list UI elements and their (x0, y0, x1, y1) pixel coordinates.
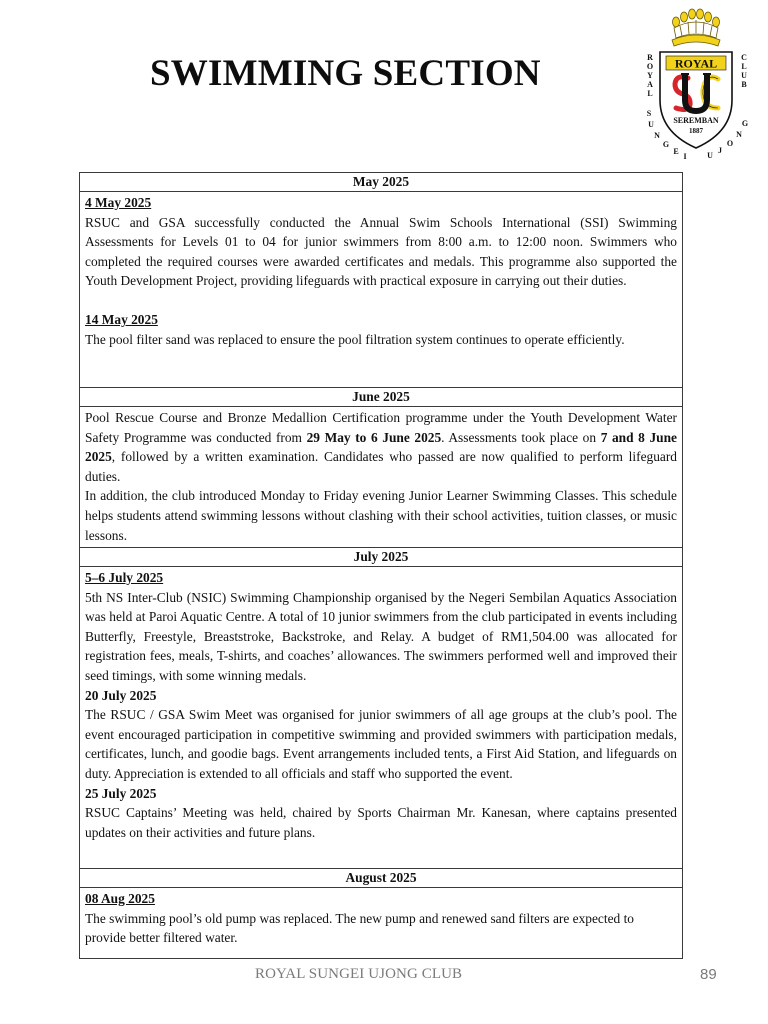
month-header-june: June 2025 (80, 388, 682, 407)
text-run: , followed by a written examination. Candidates who passed are now qualified to perform lifeguard duties. (85, 449, 677, 484)
svg-text:C: C (741, 53, 747, 62)
month-header-july: July 2025 (80, 548, 682, 567)
entry-text: In addition, the club introduced Monday to Friday evening Junior Learner Swimming Classes. This schedule helps students attend swimming lessons without clashing with their school activities, tuition classes, or music lessons. (85, 488, 677, 543)
month-header-may: May 2025 (80, 173, 682, 192)
crest-year-text: 1887 (689, 127, 703, 135)
entry-text (85, 408, 677, 486)
entry-text: RSUC Captains’ Meeting was held, chaired by Sports Chairman Mr. Kanesan, where captains presented updates on their activities and future plans. (85, 805, 677, 840)
entry-text: RSUC and GSA successfully conducted the Annual Swim Schools International (SSI) Swimming Assessments for Levels 01 to 04 for junior swimmers from 8:00 a.m. to 12:00 noon. Swimmers who completed the required courses were awarded certificates and medals. This programme also supported the Youth Development Project, providing lifeguards with practical exposure in carrying out their duties. (85, 214, 677, 289)
svg-text:G: G (662, 140, 670, 149)
highlight-dates: 7 and 8 June 2025 (85, 429, 678, 465)
entry-date (85, 889, 677, 909)
entry-date-label: 14 May 2025 (85, 311, 158, 327)
month-body-may (80, 192, 682, 388)
footer-organisation: ROYAL SUNGEI UJONG CLUB (255, 966, 463, 982)
svg-text:E: E (673, 147, 679, 156)
svg-text:R: R (647, 53, 653, 62)
svg-text:U: U (707, 151, 713, 160)
svg-text:N: N (654, 131, 660, 140)
svg-text:G: G (741, 119, 749, 128)
entry-date-label: 4 May 2025 (85, 195, 152, 210)
svg-text:I: I (683, 152, 687, 161)
entry-date: 25 July 2025 (85, 785, 157, 801)
svg-text:L: L (647, 89, 653, 98)
svg-text:J: J (718, 146, 722, 155)
entry-text: 5th NS Inter-Club (NSIC) Swimming Championship organised by the Negeri Sembilan Aquatics Association was held at Paroi Aquatic Centre. A total of 10 junior swimmers from the club participated in events including Butterfly, Freestyle, Breaststroke, Backstroke, and Relay. A budget of RM1,504.00 was allocated for registration fees, meals, T-shirts, and coaches’ allowances. The swimmers performed well and improved their seed timings, with some winning medals. (85, 589, 677, 683)
svg-text:Y: Y (647, 71, 653, 80)
activity-report-table (79, 172, 683, 959)
entry-date: 20 July 2025 (85, 687, 157, 703)
svg-text:U: U (741, 71, 747, 80)
entry-date-label: 5–6 July 2025 (85, 570, 164, 585)
svg-text:O: O (646, 62, 654, 71)
entry-text: The swimming pool’s old pump was replaced. The new pump and renewed sand filters are expected to provide better filtered water. (85, 910, 634, 946)
entry-text: The RSUC / GSA Swim Meet was organised for junior swimmers of all age groups at the club’s pool. The event encouraged participation in competitive swimming and provided swimmers with participation medals, certificates, lunch, and goodie bags. Event arrangements included tents, a First Aid Station, and lifeguards on duty. Appreciation is extended to all officials and staff who supported the event. (85, 707, 677, 781)
entry-text: The pool filter sand was replaced to ensure the pool filtration system continues to operate efficiently. (85, 331, 625, 347)
entry-date-label: 08 Aug 2025 (85, 891, 155, 906)
highlight-dates: 29 May to 6 June 2025 (306, 429, 442, 445)
text-run: . Assessments took place on (441, 429, 601, 445)
month-header-august: August 2025 (80, 869, 682, 888)
svg-text:A: A (647, 80, 653, 89)
entry-date (85, 568, 677, 588)
month-body-june (80, 407, 682, 548)
svg-text:L: L (741, 62, 747, 71)
entry-date (85, 310, 677, 330)
crest-banner-text: ROYAL (674, 56, 718, 71)
crest-city-text: SEREMBAN (673, 116, 719, 125)
month-body-august (80, 888, 682, 958)
svg-text:B: B (741, 80, 747, 89)
svg-text:N: N (736, 130, 742, 139)
svg-text:O: O (726, 139, 734, 148)
text-run: Pool Rescue Course and Bronze Medallion Certification programme under the Youth Development Water Safety Programme was conducted from (85, 410, 677, 445)
club-crest-logo (636, 8, 760, 163)
crown-icon (672, 9, 720, 46)
svg-text:U: U (648, 120, 654, 129)
month-body-july (80, 567, 682, 869)
page-number: 89 (700, 966, 717, 983)
page-title: SWIMMING SECTION (150, 53, 541, 94)
svg-text:S: S (646, 109, 652, 118)
entry-date (85, 193, 677, 213)
